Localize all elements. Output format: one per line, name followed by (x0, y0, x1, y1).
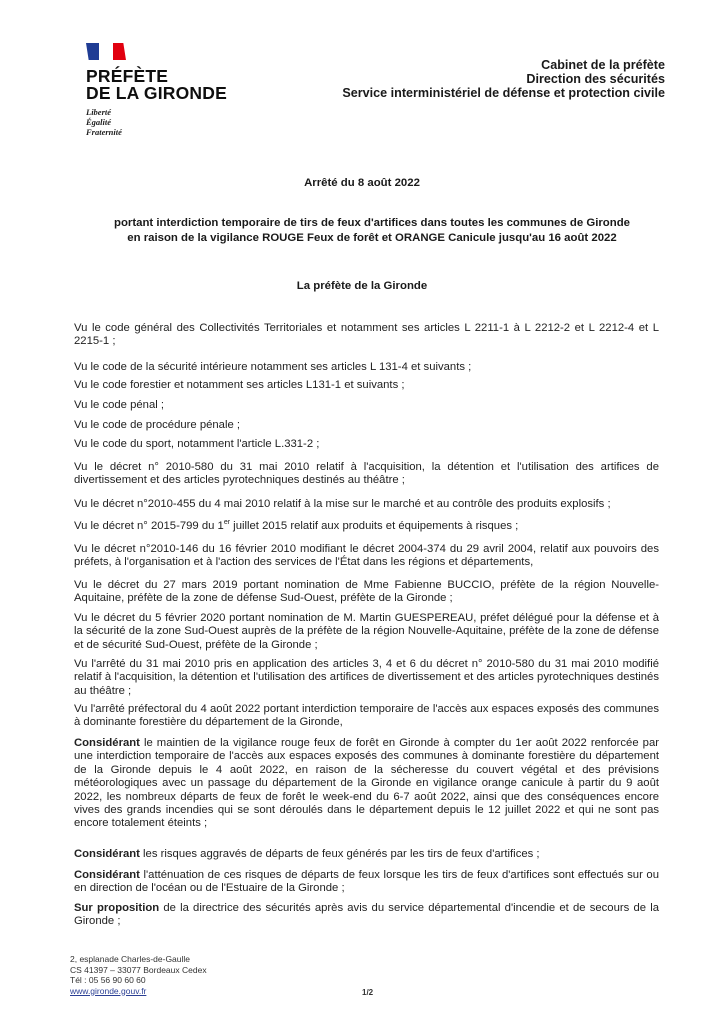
considerant-lead: Considérant (74, 848, 140, 860)
considerant-paragraph (74, 737, 659, 831)
decree-object (60, 216, 684, 245)
visa-paragraph: Vu l'arrêté du 31 mai 2010 pris en application des articles 3, 4 et 6 du décret n° 2010-580 du 31 mai 2010 modifié relatif à l'acquisition, la détention et l'utilisation des artifices de divertissement et des articles pyrotechniques destinés au théâtre ; (74, 658, 659, 697)
footer-address-1: 2, esplanade Charles-de-Gaulle (70, 954, 191, 964)
decree-object-line-2: en raison de la vigilance ROUGE Feux de forêt et ORANGE Canicule jusqu'au 16 août 2022 (127, 231, 617, 244)
visa-paragraph: Vu le décret du 5 février 2020 portant nomination de M. Martin GUESPEREAU, préfet délégué pour la défense et à la sécurité de la zone Sud-Ouest auprès de la préfète de la région Nouvelle-Aquitaine, préfète de la zone de défense et de sécurité Sud-Ouest, préfète de la Gironde ; (74, 612, 659, 651)
marianne-flag-icon (86, 43, 126, 60)
considerant-paragraph (74, 869, 659, 896)
prefecture-logo (86, 43, 256, 137)
logo-line-2: DE LA GIRONDE (86, 83, 227, 103)
footer-website-link[interactable]: www.gironde.gouv.fr (70, 985, 147, 996)
visa-paragraph: Vu le code pénal ; (74, 399, 165, 411)
logo-motto (86, 107, 256, 137)
header-line-2: Direction des sécurités (526, 72, 665, 86)
considerant-lead: Sur proposition (74, 902, 160, 914)
decree-date-title: Arrêté du 8 août 2022 (304, 177, 420, 189)
motto-liberte: Liberté (86, 107, 112, 117)
visa-paragraph: Vu l'arrêté préfectoral du 4 août 2022 portant interdiction temporaire de l'accès aux espaces exposés des communes à dominante forestière du département de la Gironde, (74, 703, 659, 729)
motto-egalite: Égalité (86, 117, 112, 127)
footer-address-2: CS 41397 – 33077 Bordeaux Cedex (70, 964, 207, 975)
considerant-text: le maintien de la vigilance rouge feux de forêt en Gironde à compter du 1er août 2022 renforcée par une interdiction temporaire de l'accès aux espaces exposés des communes à dominante forestière du département de la Gironde depuis le 4 août 2022, en raison de la sécheresse du couvert végétal et des prévisions météorologiques avec un passage du département de la Gironde en vigilance orange canicule à partir du 9 août 2022, les nombreux départs de feux de forêt le week-end du 6-7 août 2022, ainsi que des conséquences encore vives des grands incendies qui se sont déroulés dans le département depuis le 12 juillet 2022 et qui ne sont pas encore totalement éteints ; (74, 737, 659, 830)
visa-paragraph: Vu le décret n°2010-146 du 16 février 2010 modifiant le décret 2004-374 du 29 avril 2004, relatif aux pouvoirs des préfets, à l'organisation et à l'action des services de l'État dans les régions et départements, (74, 543, 659, 569)
visa-paragraph: Vu le code de la sécurité intérieure notamment ses articles L 131-4 et suivants ; (74, 361, 472, 373)
visa-paragraph: Vu le décret n° 2010-580 du 31 mai 2010 relatif à l'acquisition, la détention et l'utilisation des artifices de divertissement et des articles pyrotechniques destinés au théâtre ; (74, 461, 659, 487)
considerant-text: l'atténuation de ces risques de départs de feux lorsque les tirs de feux d'artifices sont effectués sur ou en direction de l'océan ou de l'Estuaire de la Gironde ; (74, 869, 659, 895)
footer-phone: Tél : 05 56 90 60 60 (70, 975, 146, 985)
visa-paragraph: Vu le décret n°2010-455 du 4 mai 2010 relatif à la mise sur le marché et au contrôle des produits explosifs ; (74, 498, 611, 510)
visa-paragraph: Vu le code du sport, notamment l'article L.331-2 ; (74, 438, 320, 450)
considerant-lead: Considérant (74, 869, 140, 881)
motto-fraternite: Fraternité (86, 127, 122, 137)
header-line-3: Service interministériel de défense et protection civile (342, 86, 665, 100)
considerant-text: de la directrice des sécurités après avis du service départemental d'incendie et de secours de la Gironde ; (74, 902, 659, 928)
logo-line-1: PRÉFÈTE (86, 66, 169, 86)
visa-paragraph: Vu le code de procédure pénale ; (74, 419, 241, 431)
considerant-paragraph (74, 902, 659, 929)
considerant-text: les risques aggravés de départs de feux générés par les tirs de feux d'artifices ; (139, 848, 540, 860)
visa-paragraph: Vu le code forestier et notamment ses articles L131-1 et suivants ; (74, 379, 405, 391)
considerant-lead: Considérant (74, 737, 140, 749)
visa-paragraph: Vu le code général des Collectivités Territoriales et notamment ses articles L 2211-1 à L 2212-2 et L 2212-4 et L 2215-1 ; (74, 322, 659, 348)
header-line-1: Cabinet de la préfète (541, 58, 665, 72)
visa-paragraph: Vu le décret du 27 mars 2019 portant nomination de Mme Fabienne BUCCIO, préfète de la région Nouvelle-Aquitaine, préfète de la zone de défense Sud-Ouest, préfète de la Gironde ; (74, 579, 659, 605)
visa-paragraph: Vu le décret n° 2015-799 du 1er juillet 2015 relatif aux produits et équipements à risques ; (74, 519, 519, 532)
issuing-service-header (342, 58, 665, 100)
decree-object-line-1: portant interdiction temporaire de tirs de feux d'artifices dans toutes les communes de Gironde (113, 217, 631, 229)
considerant-paragraph (74, 848, 659, 861)
page-number: 1/2 (362, 988, 374, 997)
footer-contact (70, 954, 207, 996)
issuing-authority: La préfète de la Gironde (296, 280, 428, 292)
